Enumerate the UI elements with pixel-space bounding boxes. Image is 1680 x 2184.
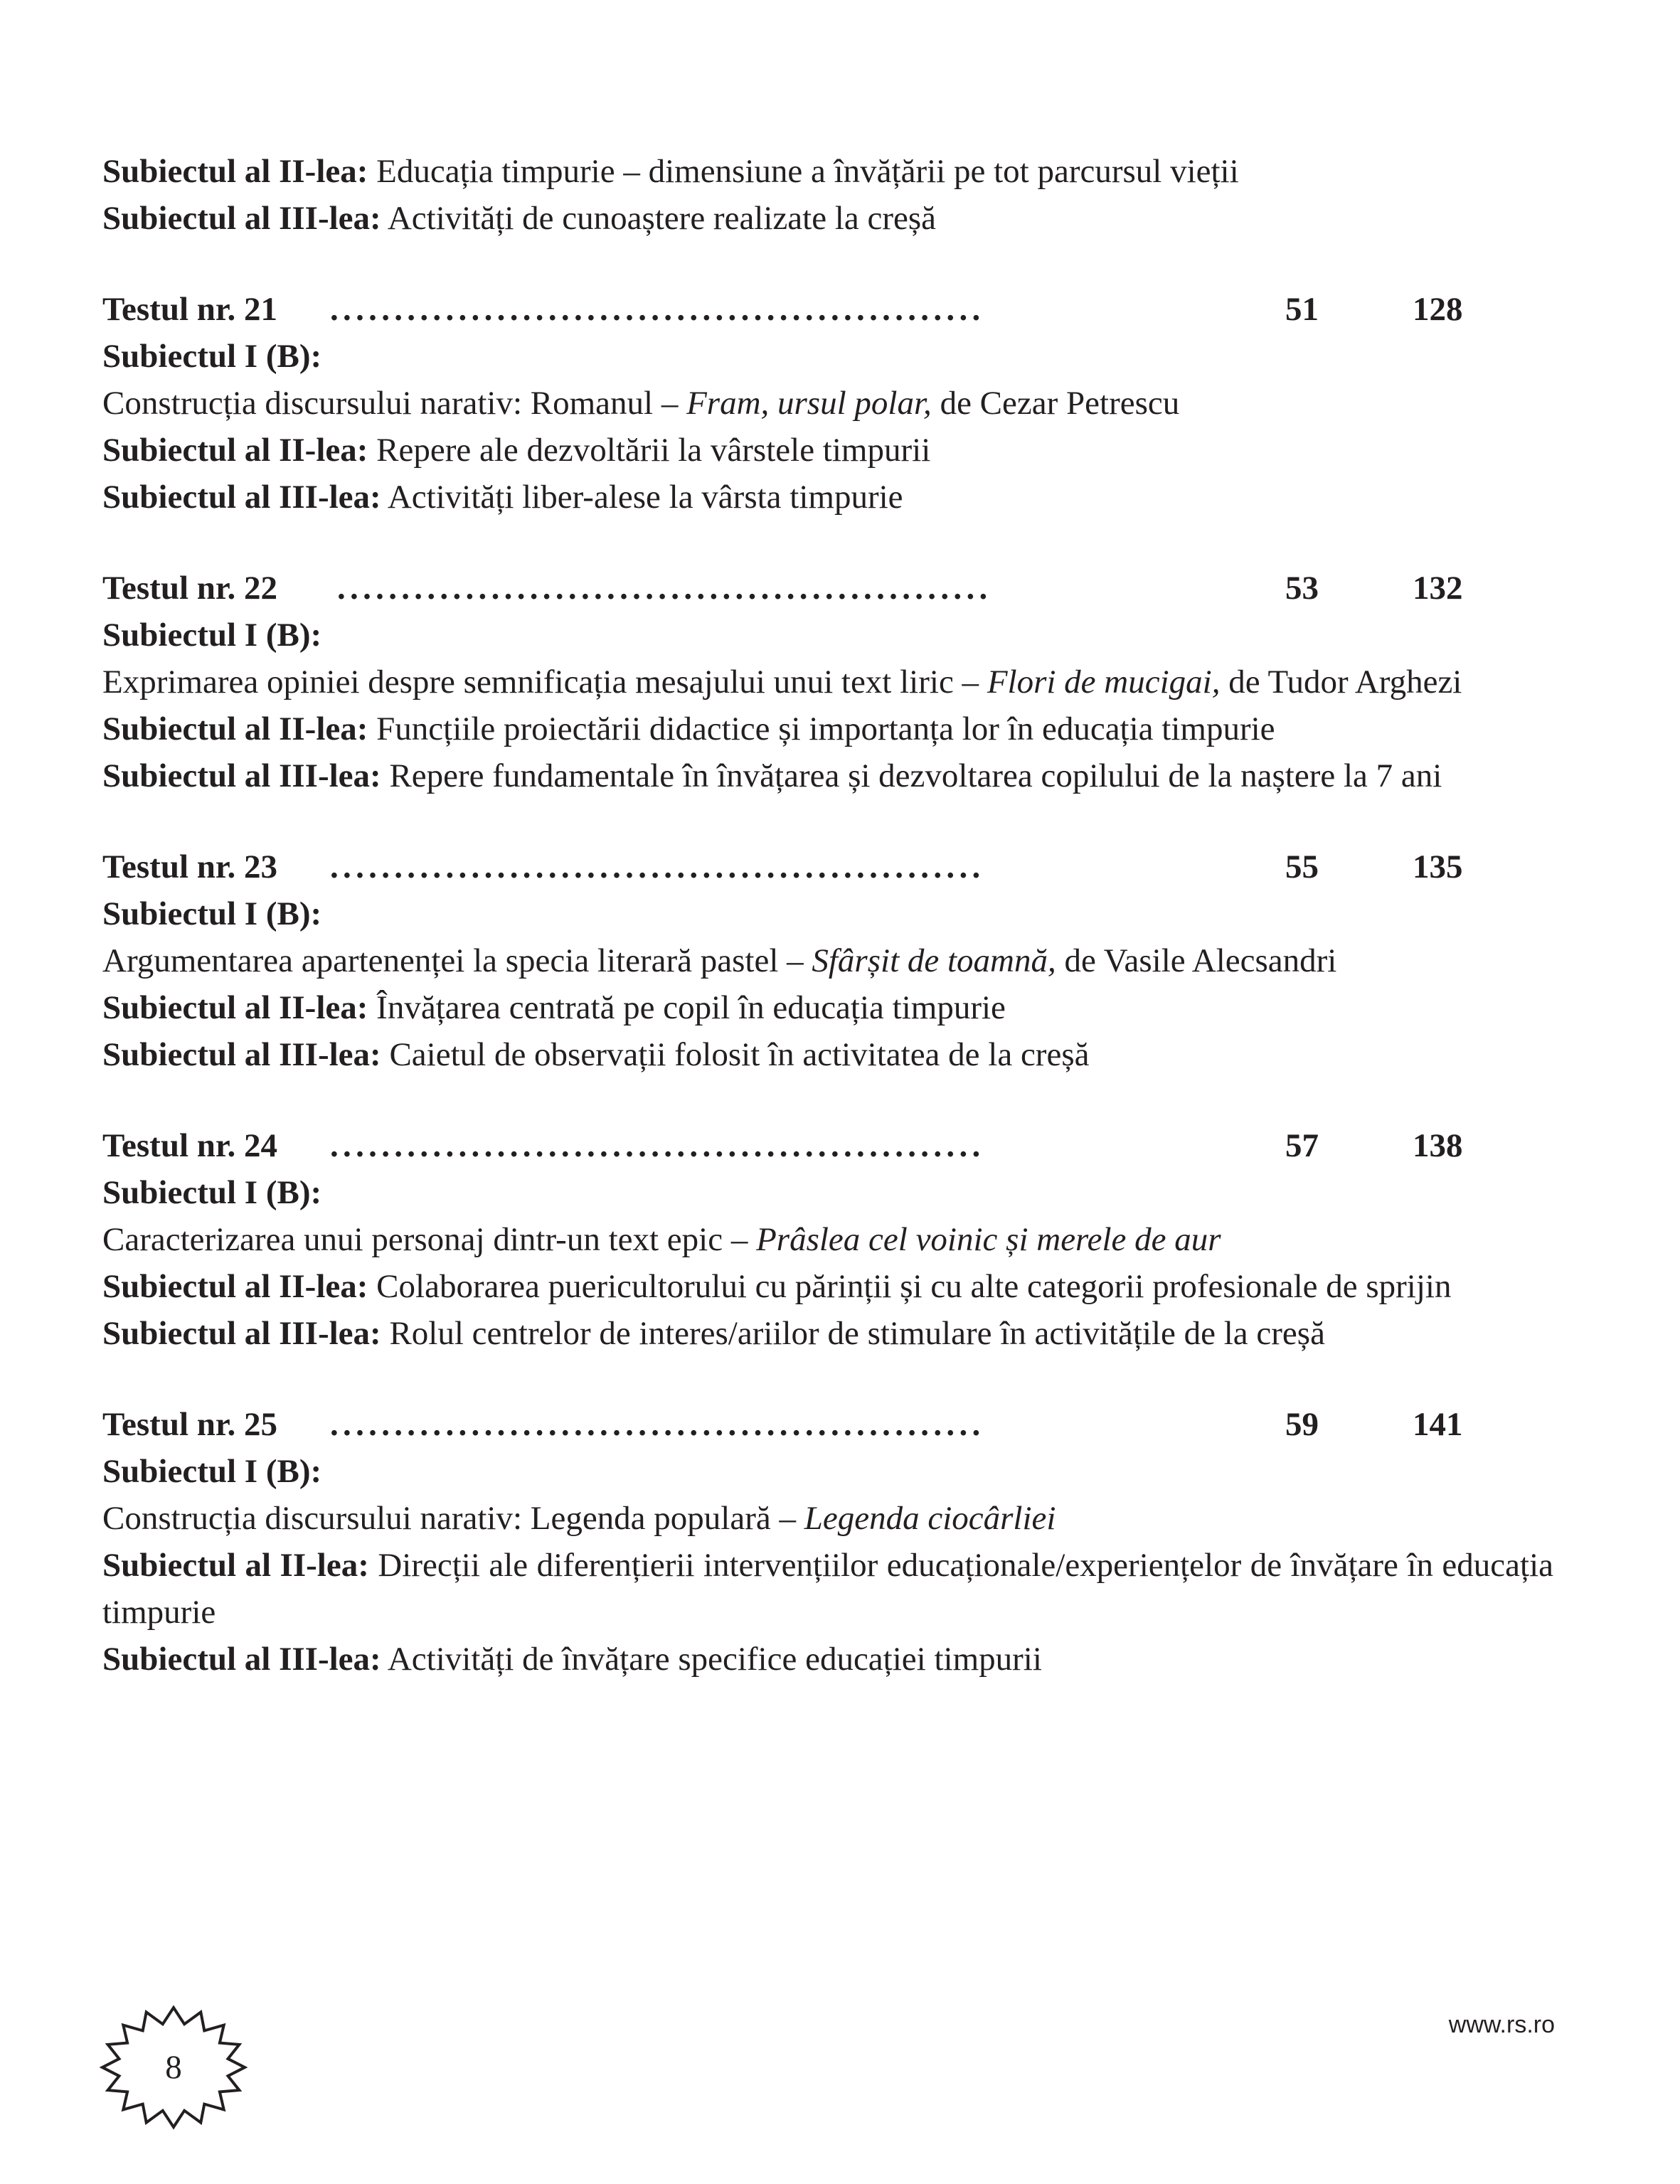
dot-leader: ................................................... [330, 848, 985, 885]
literary-work-title: Fram, ursul polar, [686, 385, 932, 422]
test-title: Testul nr. 24 [102, 1127, 277, 1164]
subject-text: Direcții ale diferențierii intervențiilor educaționale/experiențelor de învățare în educația timpurie [102, 1547, 1553, 1631]
test-21-heading [102, 286, 1596, 333]
subject-label: Subiectul al III-lea: [102, 1315, 381, 1352]
subject-label: Subiectul al II-lea: [102, 1547, 369, 1584]
subject-text: Caracterizarea unui personaj dintr-un text epic – [102, 1221, 757, 1258]
literary-work-title: Sfârșit de toamnă, [812, 942, 1056, 979]
page-number-badge [100, 2004, 248, 2131]
subject-text: Caietul de observații folosit în activitatea de la creșă [381, 1036, 1090, 1073]
subject-text: Construcția discursului narativ: Romanul – [102, 385, 687, 422]
test-title: Testul nr. 22 [102, 570, 277, 607]
subject-1-label: Subiectul I (B): [102, 1174, 322, 1211]
test-24-heading [102, 1122, 1596, 1169]
subject-page-number: 53 [1285, 570, 1319, 607]
subject-3 [102, 752, 1596, 799]
subject-page-number: 55 [1285, 848, 1319, 885]
subject-2 [102, 427, 1596, 474]
subject-3 [102, 1636, 1596, 1683]
subject-1-label: Subiectul I (B): [102, 1453, 322, 1490]
subject-3 [102, 474, 1596, 521]
intro-subject-3 [102, 195, 1596, 242]
subject-label: Subiectul al III-lea: [102, 757, 381, 794]
dot-leader: ................................................... [330, 1127, 985, 1164]
subject-text: de Vasile Alecsandri [1056, 942, 1337, 979]
subject-page-number: 51 [1285, 291, 1319, 328]
subject-text: Argumentarea apartenenței la specia literară pastel – [102, 942, 812, 979]
subject-label: Subiectul al II-lea: [102, 710, 368, 747]
subject-text: de Tudor Arghezi [1220, 664, 1462, 701]
subject-text: Construcția discursului narativ: Legenda populară – [102, 1500, 804, 1537]
intro-subject-2 [102, 148, 1596, 195]
literary-work-title: Flori de mucigai, [987, 664, 1221, 701]
dot-leader: ................................................... [330, 1406, 985, 1443]
answer-page-number: 132 [1413, 570, 1463, 607]
answer-page-number: 135 [1413, 848, 1463, 885]
literary-work-title: Legenda ciocârliei [804, 1500, 1056, 1537]
answer-page-number: 141 [1413, 1406, 1463, 1443]
subject-text: Colaborarea puericultorului cu părinții și cu alte categorii profesionale de sprijin [368, 1268, 1452, 1305]
answer-page-number: 138 [1413, 1127, 1463, 1164]
subject-1-text [102, 1216, 1596, 1263]
subject-label: Subiectul al II-lea: [102, 153, 368, 190]
subject-text: Repere ale dezvoltării la vârstele timpurii [368, 432, 931, 469]
subject-3 [102, 1031, 1596, 1078]
dot-leader: ................................................... [337, 570, 992, 607]
subject-text: Funcțiile proiectării didactice și importanța lor în educația timpurie [368, 710, 1275, 747]
subject-label: Subiectul al II-lea: [102, 432, 368, 469]
test-25-heading [102, 1401, 1596, 1448]
subject-label: Subiectul al II-lea: [102, 989, 368, 1026]
subject-label: Subiectul al III-lea: [102, 479, 381, 516]
subject-1-label: Subiectul I (B): [102, 338, 322, 375]
subject-label: Subiectul al III-lea: [102, 1036, 381, 1073]
subject-2 [102, 1542, 1553, 1636]
answer-page-number: 128 [1413, 291, 1463, 328]
subject-2 [102, 1263, 1596, 1310]
subject-text: Repere fundamentale în învățarea și dezvoltarea copilului de la naștere la 7 ani [381, 757, 1442, 794]
subject-1-label: Subiectul I (B): [102, 895, 322, 932]
dot-leader: ................................................... [330, 291, 985, 328]
subject-text: Exprimarea opiniei despre semnificația mesajului unui text liric – [102, 664, 987, 701]
subject-text: Activități de învățare specifice educației timpurii [381, 1641, 1042, 1678]
subject-text: de Cezar Petrescu [931, 385, 1180, 422]
literary-work-title: Prâslea cel voinic și merele de aur [756, 1221, 1221, 1258]
subject-text: Învățarea centrată pe copil în educația timpurie [368, 989, 1006, 1026]
subject-label: Subiectul al II-lea: [102, 1268, 368, 1305]
test-22-heading [102, 565, 1596, 612]
subject-1-text [102, 1495, 1596, 1542]
subject-page-number: 57 [1285, 1127, 1319, 1164]
test-23-heading [102, 843, 1596, 890]
subject-1-label: Subiectul I (B): [102, 617, 322, 654]
subject-text: Activități de cunoaștere realizate la creșă [381, 200, 936, 237]
subject-text: Rolul centrelor de interes/ariilor de stimulare în activitățile de la creșă [381, 1315, 1325, 1352]
test-title: Testul nr. 25 [102, 1406, 277, 1443]
subject-page-number: 59 [1285, 1406, 1319, 1443]
subject-1-text [102, 937, 1596, 984]
page-number: 8 [165, 2049, 182, 2086]
website-url: www.rs.ro [1448, 2011, 1555, 2038]
subject-text: Activități liber-alese la vârsta timpurie [381, 479, 903, 516]
subject-1-text [102, 380, 1596, 427]
subject-label: Subiectul al III-lea: [102, 200, 381, 237]
test-title: Testul nr. 21 [102, 291, 277, 328]
subject-3 [102, 1310, 1596, 1357]
subject-2 [102, 705, 1596, 752]
subject-2 [102, 984, 1596, 1031]
subject-1-text [102, 659, 1596, 705]
table-of-contents [102, 148, 1596, 1683]
subject-label: Subiectul al III-lea: [102, 1641, 381, 1678]
test-title: Testul nr. 23 [102, 848, 277, 885]
subject-text: Educația timpurie – dimensiune a învățării pe tot parcursul vieții [368, 153, 1239, 190]
